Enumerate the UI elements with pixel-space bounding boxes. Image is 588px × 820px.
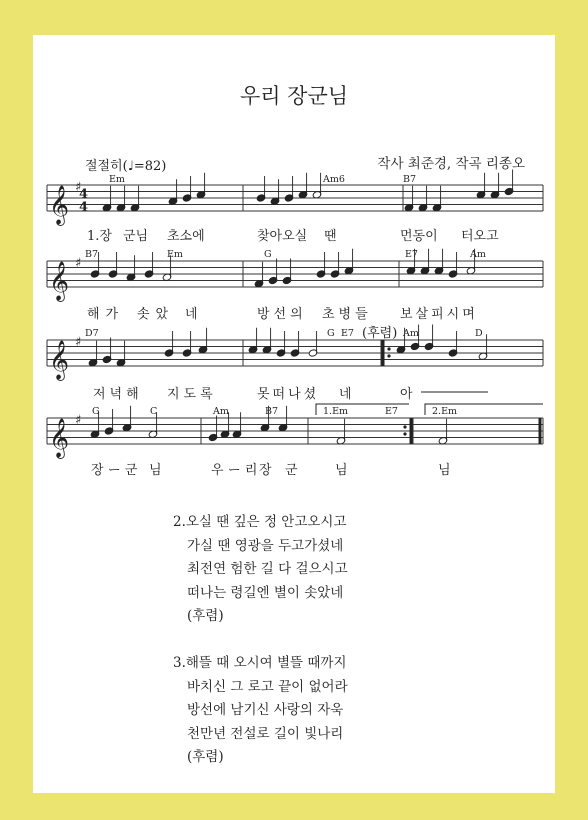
verse-line: 천만년 전설로 길이 빛나리 xyxy=(187,725,344,742)
tempo-marking: 절절히(♩=82) xyxy=(85,159,167,174)
lyric-syllable: 장 ー 군 xyxy=(91,463,138,478)
chord-label: Em xyxy=(167,249,183,260)
chord-label: Am6 xyxy=(323,174,345,185)
lyric-syllable: 1.장 xyxy=(87,229,112,244)
sharp-icon: ♯ xyxy=(75,335,82,350)
lyric-syllable: 네 xyxy=(185,307,198,322)
repeat-dot xyxy=(403,432,406,435)
time-signature: 4 xyxy=(79,187,89,202)
lyric-syllable: 못떠나셨 xyxy=(257,387,320,402)
lyric-syllable: 찾아오실 xyxy=(257,229,308,244)
lyric-syllable: 님 xyxy=(335,463,348,478)
verse-line: 방선에 남기신 사랑의 자욱 xyxy=(187,702,344,719)
chord-label: B7 xyxy=(403,174,417,185)
sharp-icon: ♯ xyxy=(75,256,82,271)
verse-line: 최전연 험한 길 다 걸으시고 xyxy=(187,561,348,578)
volta-2-label: 2.Em xyxy=(432,406,458,417)
lyric-syllable: 우 ー 리 xyxy=(211,463,258,478)
lyric-syllable: 방선의 xyxy=(257,307,307,322)
chord-label: D xyxy=(475,328,483,339)
lyric-syllable: 먼동이 xyxy=(400,229,438,244)
chord-label: E7 xyxy=(385,406,398,417)
lyric-syllable: 해가 xyxy=(87,307,125,322)
song-title: 우리 장군님 xyxy=(239,84,349,108)
verse-line: 2.오실 땐 깊은 정 안고오시고 xyxy=(173,514,347,530)
chord-label: B7 xyxy=(265,406,279,417)
sharp-icon: ♯ xyxy=(75,180,82,195)
lyric-syllable: 님 xyxy=(149,463,162,478)
lyric-syllable: 초병들 xyxy=(322,307,372,322)
volta-1-label: 1.Em xyxy=(323,406,349,417)
lyric-syllable: 아 xyxy=(400,387,413,402)
lyric-syllable: 터오고 xyxy=(461,229,499,244)
chord-label: Am xyxy=(470,249,486,260)
lyric-syllable: 네 xyxy=(339,387,352,402)
chord-label: Am xyxy=(213,406,229,417)
repeat-dot xyxy=(387,347,390,350)
lyric-syllable: 군님 xyxy=(123,229,149,244)
lyric-syllable: 보살피시며 xyxy=(400,307,478,322)
chord-label: E7 xyxy=(341,328,354,339)
treble-clef-icon: 𝄞 xyxy=(49,261,70,301)
chord-label: E7 xyxy=(405,249,418,260)
repeat-dot xyxy=(403,425,406,428)
verse-line: (후렴) xyxy=(187,749,224,766)
lyric-syllable: 저녁해 xyxy=(93,387,143,402)
verse-line: 바치신 그 로고 끝이 없어라 xyxy=(187,678,348,695)
sheet-page xyxy=(33,35,555,793)
treble-clef-icon: 𝄞 xyxy=(49,185,70,225)
lyric-syllable: 초소에 xyxy=(167,229,205,244)
chord-label: G xyxy=(92,406,100,417)
chord-label: G xyxy=(327,328,335,339)
verse-3 xyxy=(173,652,348,770)
lyric-syllable: 땐 xyxy=(324,229,337,244)
treble-clef-icon: 𝄞 xyxy=(49,418,70,458)
refrain-mark: (후렴) xyxy=(362,326,398,341)
verse-line: 가실 땐 영광을 두고가셨네 xyxy=(187,537,344,554)
verse-line: 3.해뜰 때 오시여 별뜰 때까지 xyxy=(173,655,347,671)
chord-label: G xyxy=(264,249,272,260)
time-signature: 4 xyxy=(79,200,89,215)
lyric-syllable: 님 xyxy=(438,463,451,478)
credits: 작사 최준경, 작곡 리종오 xyxy=(377,156,525,172)
sharp-icon: ♯ xyxy=(75,413,82,428)
lyric-syllable: 군 xyxy=(285,463,298,478)
lyric-syllable: 지도록 xyxy=(167,387,217,402)
verse-line: (후렴) xyxy=(187,608,224,625)
chord-label: D7 xyxy=(85,328,99,339)
chord-label: Em xyxy=(109,174,125,185)
lyric-syllable: 솟았 xyxy=(137,307,175,322)
treble-clef-icon: 𝄞 xyxy=(49,340,70,380)
chord-label: C xyxy=(150,406,158,417)
lyric-syllable: 장 xyxy=(259,463,272,478)
verse-line: 떠나는 령길엔 별이 솟았네 xyxy=(187,584,344,601)
chord-label: B7 xyxy=(85,249,99,260)
chord-label: Am xyxy=(403,328,419,339)
verse-2 xyxy=(173,511,348,629)
repeat-dot xyxy=(387,354,390,357)
